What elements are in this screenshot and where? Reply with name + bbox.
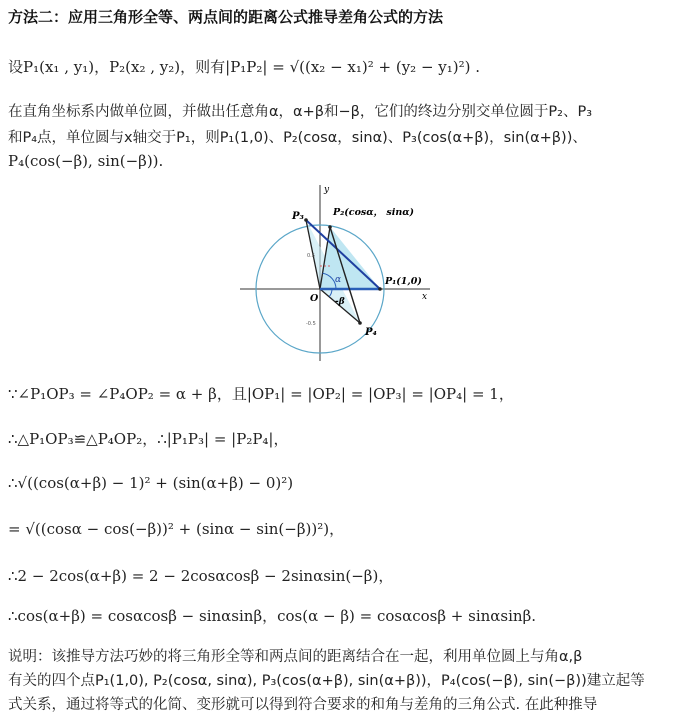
label-origin: O <box>310 293 319 304</box>
setup-paragraph-line-1: 在直角坐标系内做单位圆，并做出任意角α，α+β和−β，它们的终边分别交单位圆于P₂、P₃ <box>8 104 593 120</box>
point-p3 <box>304 218 308 222</box>
note-line-1: 说明：该推导方法巧妙的将三角形全等和两点间的距离结合在一起，利用单位圆上与角α,β <box>8 649 583 665</box>
point-p4 <box>358 321 362 325</box>
label-neg-beta: -β <box>335 297 345 307</box>
label-x-axis: x <box>422 292 428 302</box>
note-line-2: 有关的四个点P₁(1,0), P₂(cosα, sinα), P₃(cos(α+β), sin(α+β))，P₄(cos(−β), sin(−β))建立起等 <box>8 673 645 689</box>
label-p1: P₁(1,0) <box>385 276 422 287</box>
equation-distance-p2p4: = √((cosα − cos(−β))² + (sinα − sin(−β))²)， <box>8 520 345 538</box>
tick-label-bottom: -0.5 <box>306 321 316 327</box>
tick-label-top: 0.5 <box>307 253 315 259</box>
label-p2: P₂(cosα， sinα) <box>333 207 415 218</box>
equation-angles-equal: ∵∠P₁OP₃ = ∠P₄OP₂ = α + β，且|OP₁| = |OP₂| = |OP₃| = |OP₄| = 1， <box>8 385 514 403</box>
label-y-axis: y <box>324 185 330 195</box>
label-p4: P₄ <box>365 327 377 338</box>
label-p3: P₃ <box>292 211 304 222</box>
note-line-3: 式关系，通过将等式的化简、变形就可以得到符合要求的和角与差角的三角公式. 在此种推导 <box>8 697 598 713</box>
point-p2 <box>328 225 332 229</box>
distance-formula-line: 设P₁(x₁ , y₁)，P₂(x₂ , y₂)，则有|P₁P₂| = √((x₂ − x₁)² + (y₂ − y₁)²) . <box>8 58 481 76</box>
label-alpha: α <box>335 275 342 285</box>
equation-expanded: ∴2 − 2cos(α+β) = 2 − 2cosαcosβ − 2sinαsin(−β)， <box>8 567 394 585</box>
setup-paragraph-line-2: 和P₄点，单位圆与x轴交于P₁，则P₁(1,0)、P₂(cosα，sinα)、P₃(cos(α+β)，sin(α+β))、 <box>8 130 587 146</box>
equation-distance-p1p3: ∴√((cos(α+β) − 1)² + (sin(α+β) − 0)²) <box>8 474 294 492</box>
unit-circle-figure <box>240 183 440 363</box>
equation-congruence: ∴△P₁OP₃≌△P₄OP₂，∴|P₁P₃| = |P₂P₄|， <box>8 430 289 448</box>
page-title: 方法二：应用三角形全等、两点间的距离公式推导差角公式的方法 <box>8 8 444 26</box>
point-p1 <box>378 287 382 291</box>
setup-paragraph-line-3: P₄(cos(−β), sin(−β)). <box>8 152 164 170</box>
equation-result: ∴cos(α+β) = cosαcosβ − sinαsinβ，cos(α − β) = cosαcosβ + sinαsinβ. <box>8 607 537 625</box>
